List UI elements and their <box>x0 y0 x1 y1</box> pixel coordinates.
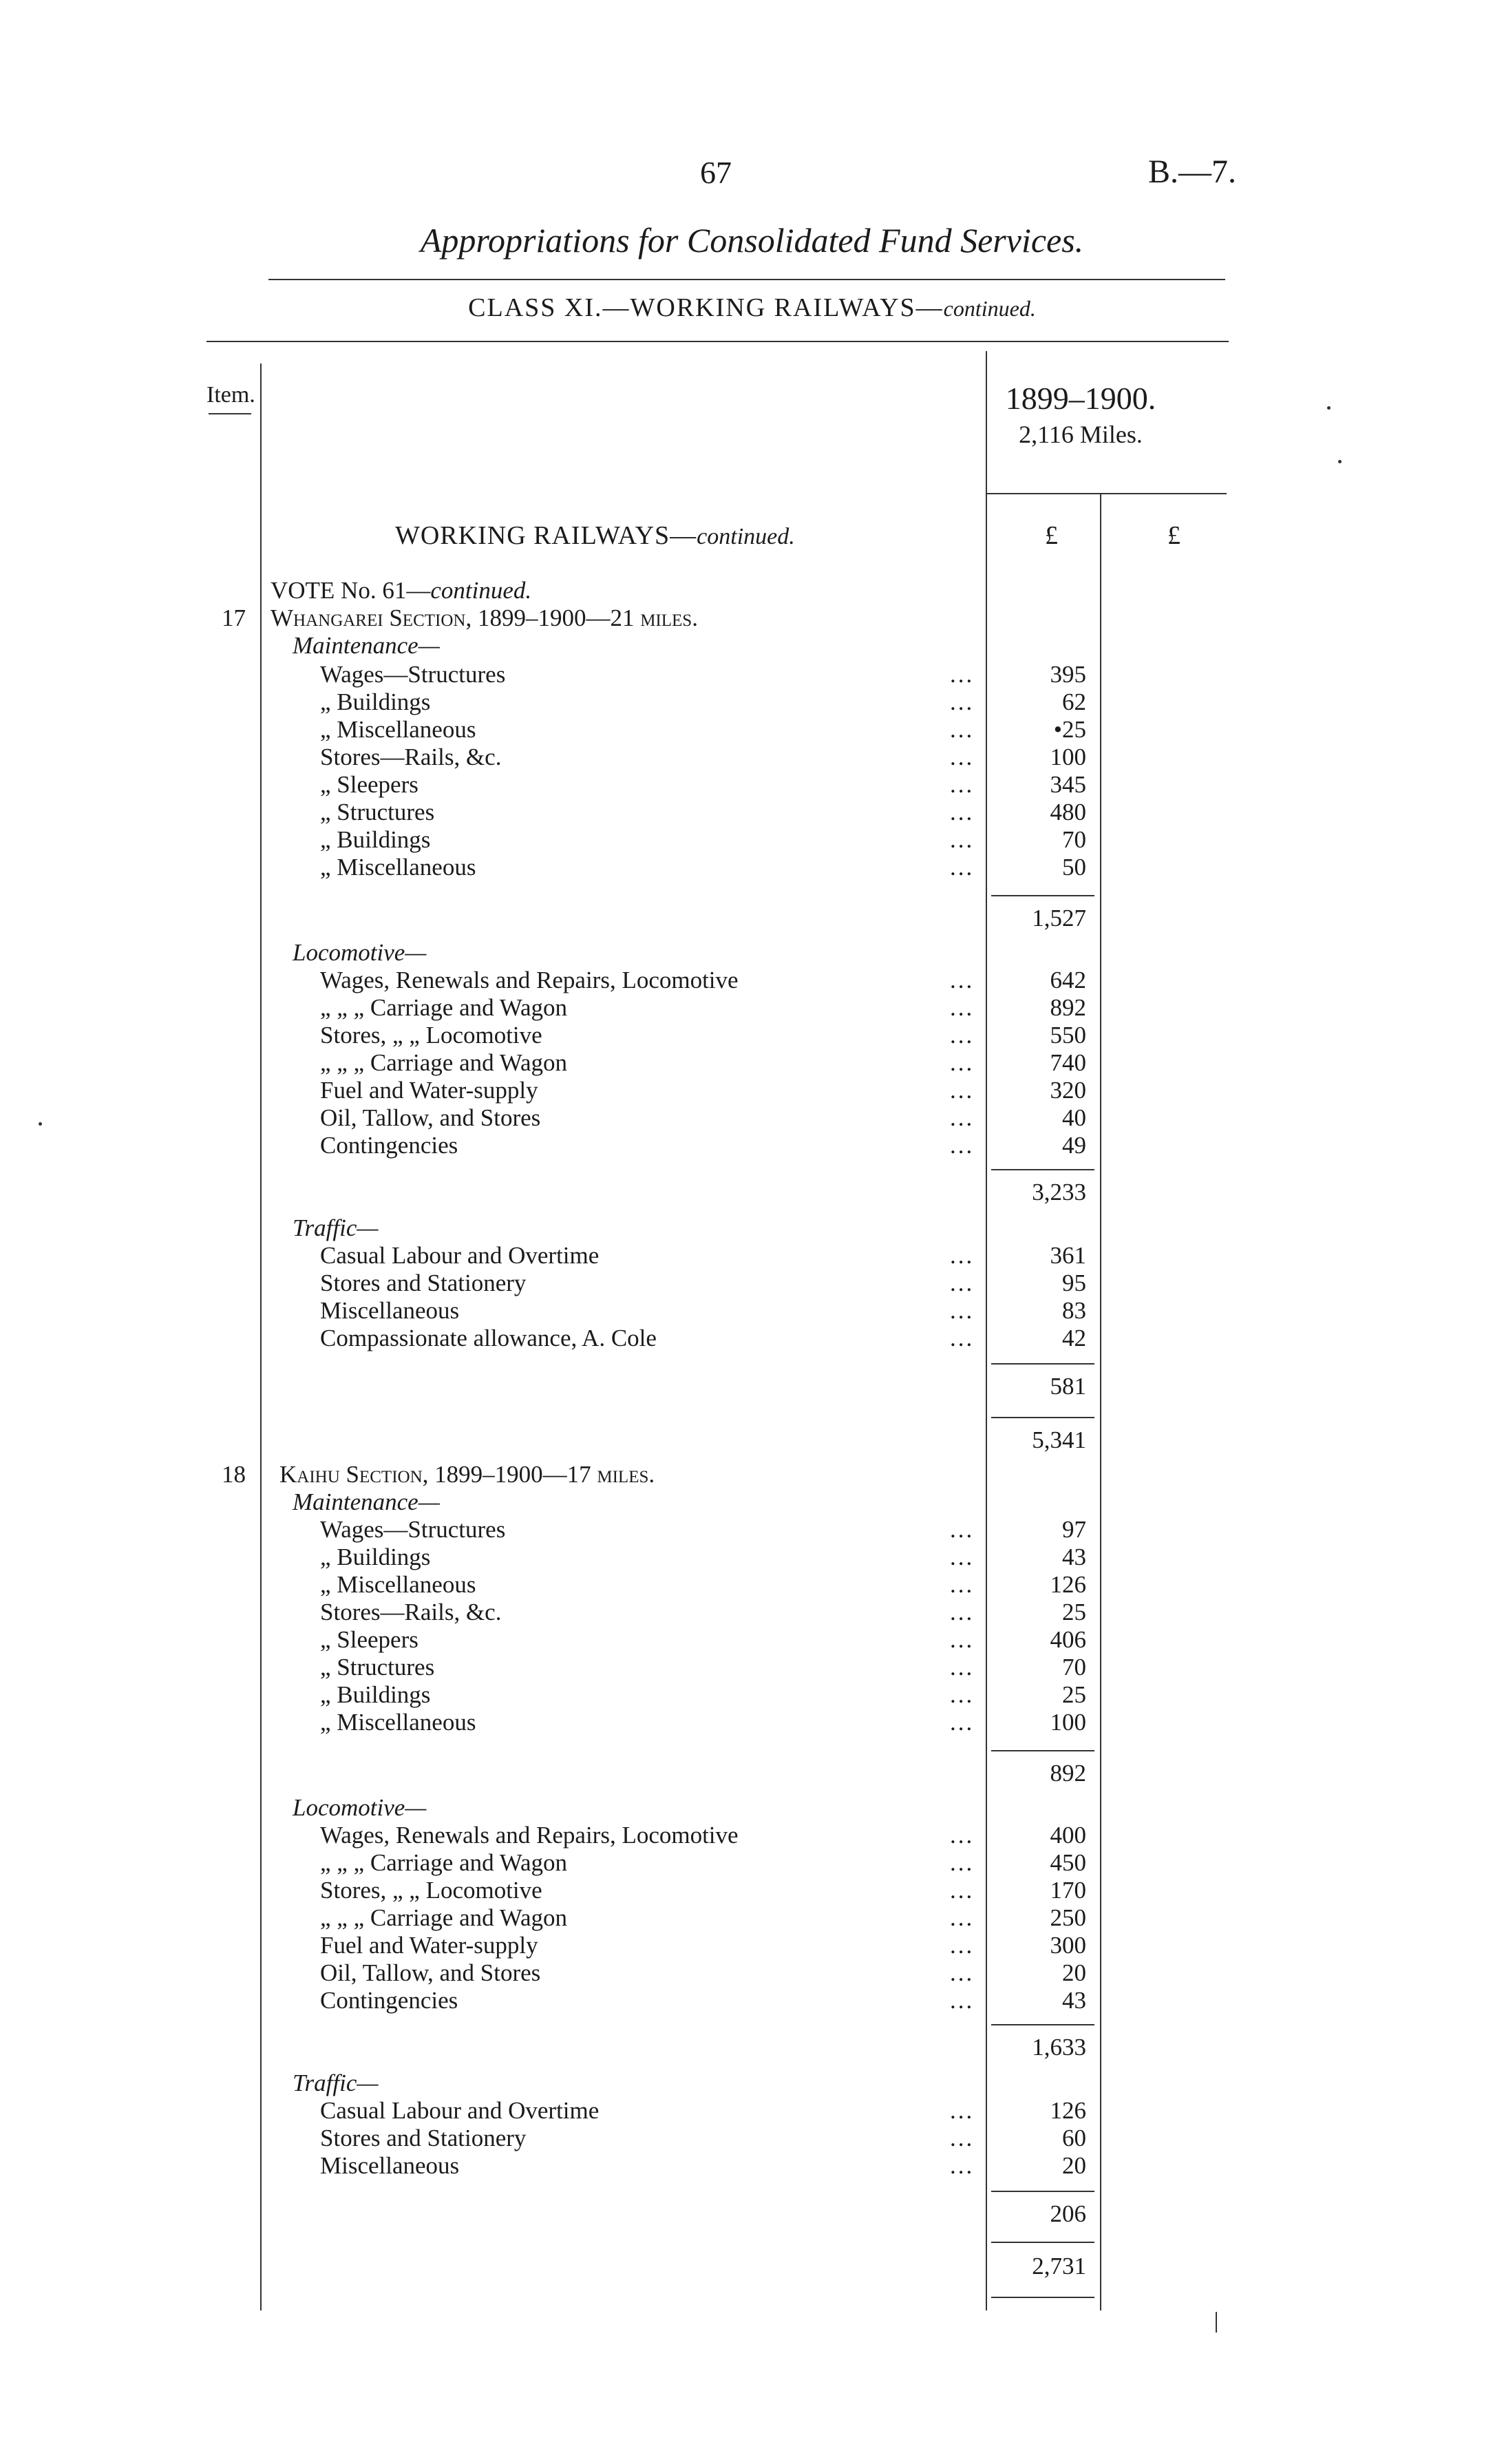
item18-locomotive-row-value: 250 <box>1050 1904 1086 1931</box>
item17-locomotive-row-label: Stores, „ „ Locomotive <box>320 1022 542 1049</box>
item18-maintenance-leader-dots: ... <box>950 1516 975 1543</box>
section-title <box>395 520 795 551</box>
item17-maintenance-row-label: „ Sleepers <box>320 771 419 798</box>
item-17-title: Whangarei Section, 1899–1900—21 miles. <box>271 604 698 631</box>
amount-column-divider <box>986 351 987 2310</box>
item18-maintenance-row-label: „ Buildings <box>320 1544 431 1570</box>
item17-locomotive-leader-dots: ... <box>950 1077 975 1104</box>
item17-maintenance-row-label: „ Structures <box>320 799 435 825</box>
page-number: 67 <box>700 155 732 190</box>
item18-maintenance-row-value: 25 <box>1062 1681 1086 1708</box>
item-header-underline <box>209 413 251 414</box>
item17-maintenance-leader-dots: ... <box>950 661 975 688</box>
item17-traffic-leader-dots: ... <box>950 1270 975 1296</box>
item-17-locomotive-heading: Locomotive— <box>293 939 427 966</box>
item18-maintenance-leader-dots: ... <box>950 1626 975 1653</box>
item18-maintenance-row-value: 126 <box>1050 1571 1086 1598</box>
scan-speck <box>39 1122 42 1126</box>
item17-traffic-leader-dots: ... <box>950 1242 975 1269</box>
item18-maintenance-leader-dots: ... <box>950 1571 975 1598</box>
item17-maintenance-leader-dots: ... <box>950 826 975 853</box>
item17-maintenance-leader-dots: ... <box>950 799 975 825</box>
item18-locomotive-leader-dots: ... <box>950 1904 975 1931</box>
item17-maintenance-row-value: 70 <box>1062 826 1086 853</box>
item17-locomotive-row-value: 740 <box>1050 1049 1086 1076</box>
item18-maintenance-subtotal: 892 <box>1050 1760 1086 1787</box>
item17-maintenance-row-value: 50 <box>1062 854 1086 881</box>
item17-traffic-leader-dots: ... <box>950 1297 975 1324</box>
item17-locomotive-row-value: 40 <box>1062 1104 1086 1131</box>
item17-maintenance-row-value: 345 <box>1050 771 1086 798</box>
item18-locomotive-row-value: 20 <box>1062 1959 1086 1986</box>
item17-locomotive-row-label: Wages, Renewals and Repairs, Locomotive <box>320 967 739 993</box>
rule-17t <box>991 1363 1094 1365</box>
item17-locomotive-leader-dots: ... <box>950 1104 975 1131</box>
item18-maintenance-row-label: Wages—Structures <box>320 1516 506 1543</box>
item17-maintenance-row-label: „ Buildings <box>320 688 431 715</box>
item18-locomotive-row-label: „ „ „ Carriage and Wagon <box>320 1904 568 1931</box>
item17-traffic-row-label: Stores and Stationery <box>320 1270 527 1296</box>
scan-speck <box>1327 406 1331 410</box>
item17-locomotive-leader-dots: ... <box>950 1022 975 1049</box>
item18-traffic-row-label: Miscellaneous <box>320 2152 460 2179</box>
item-17-traffic-heading: Traffic— <box>293 1214 379 1241</box>
rule-18-total-bottom <box>991 2297 1094 2298</box>
item18-locomotive-leader-dots: ... <box>950 1822 975 1849</box>
item18-maintenance-row-label: Stores—Rails, &c. <box>320 1599 502 1625</box>
scan-speck <box>1338 460 1342 463</box>
item17-locomotive-leader-dots: ... <box>950 1049 975 1076</box>
item17-traffic-row-value: 42 <box>1062 1325 1086 1351</box>
year-header-underline <box>986 493 1227 494</box>
item18-locomotive-subtotal: 1,633 <box>1032 2034 1086 2061</box>
item17-locomotive-row-label: „ „ „ Carriage and Wagon <box>320 994 568 1021</box>
item18-traffic-row-label: Casual Labour and Overtime <box>320 2097 600 2124</box>
item18-locomotive-row-label: „ „ „ Carriage and Wagon <box>320 1849 568 1876</box>
rule-17l <box>991 1169 1094 1170</box>
item17-locomotive-row-value: 49 <box>1062 1132 1086 1159</box>
item18-traffic-leader-dots: ... <box>950 2097 975 2124</box>
item17-maintenance-subtotal: 1,527 <box>1032 905 1086 931</box>
rule-18-total-top <box>991 2242 1094 2243</box>
item18-maintenance-row-label: „ Miscellaneous <box>320 1709 476 1736</box>
item-17-maintenance-heading: Maintenance— <box>293 632 440 659</box>
class-heading-suffix: continued. <box>943 296 1036 321</box>
item-18-locomotive-heading: Locomotive— <box>293 1794 427 1821</box>
rule-18t <box>991 2191 1094 2192</box>
item17-traffic-leader-dots: ... <box>950 1325 975 1351</box>
item17-locomotive-row-label: Oil, Tallow, and Stores <box>320 1104 541 1131</box>
rule-17m <box>991 895 1094 896</box>
item-18-maintenance-heading: Maintenance— <box>293 1488 440 1515</box>
item17-maintenance-row-value: •25 <box>1053 716 1086 743</box>
item17-traffic-row-label: Miscellaneous <box>320 1297 460 1324</box>
item17-locomotive-row-label: Contingencies <box>320 1132 458 1159</box>
class-heading <box>0 293 1504 323</box>
item18-maintenance-leader-dots: ... <box>950 1681 975 1708</box>
item18-maintenance-leader-dots: ... <box>950 1709 975 1736</box>
item18-locomotive-row-label: Stores, „ „ Locomotive <box>320 1877 542 1904</box>
item18-maintenance-row-value: 43 <box>1062 1544 1086 1570</box>
item18-maintenance-leader-dots: ... <box>950 1599 975 1625</box>
item18-locomotive-leader-dots: ... <box>950 1849 975 1876</box>
item18-locomotive-row-value: 400 <box>1050 1822 1086 1849</box>
item17-locomotive-row-label: „ „ „ Carriage and Wagon <box>320 1049 568 1076</box>
item-18-total: 2,731 <box>1032 2253 1086 2279</box>
item-number-18: 18 <box>222 1461 246 1488</box>
miles-header: 2,116 Miles. <box>1019 421 1143 448</box>
item18-locomotive-row-value: 43 <box>1062 1987 1086 2014</box>
item17-traffic-row-value: 361 <box>1050 1242 1086 1269</box>
item17-maintenance-row-value: 395 <box>1050 661 1086 688</box>
item17-locomotive-row-value: 550 <box>1050 1022 1086 1049</box>
vote-suffix: continued. <box>430 577 532 604</box>
item17-locomotive-subtotal: 3,233 <box>1032 1179 1086 1205</box>
item18-locomotive-row-label: Oil, Tallow, and Stores <box>320 1959 541 1986</box>
item17-maintenance-leader-dots: ... <box>950 744 975 770</box>
item17-maintenance-row-value: 100 <box>1050 744 1086 770</box>
item18-locomotive-row-value: 170 <box>1050 1877 1086 1904</box>
item-column-header: Item. <box>206 382 255 408</box>
item18-locomotive-row-label: Contingencies <box>320 1987 458 2014</box>
item17-traffic-row-label: Compassionate allowance, A. Cole <box>320 1325 657 1351</box>
vote-heading <box>271 577 531 604</box>
item18-locomotive-row-label: Wages, Renewals and Repairs, Locomotive <box>320 1822 739 1849</box>
item18-traffic-row-value: 126 <box>1050 2097 1086 2124</box>
item17-maintenance-row-label: „ Buildings <box>320 826 431 853</box>
item17-traffic-row-label: Casual Labour and Overtime <box>320 1242 600 1269</box>
item17-maintenance-row-label: „ Miscellaneous <box>320 716 476 743</box>
rule-18m <box>991 1750 1094 1751</box>
item-17-total: 5,341 <box>1032 1426 1086 1453</box>
vote-label: VOTE No. 61— <box>271 577 431 604</box>
item17-locomotive-leader-dots: ... <box>950 967 975 993</box>
item17-locomotive-row-value: 642 <box>1050 967 1086 993</box>
item18-maintenance-row-value: 406 <box>1050 1626 1086 1653</box>
item17-maintenance-leader-dots: ... <box>950 688 975 715</box>
item18-traffic-row-value: 20 <box>1062 2152 1086 2179</box>
item18-locomotive-row-label: Fuel and Water-supply <box>320 1932 538 1959</box>
item17-locomotive-leader-dots: ... <box>950 994 975 1021</box>
item17-traffic-subtotal: 581 <box>1050 1373 1086 1400</box>
item17-maintenance-row-value: 480 <box>1050 799 1086 825</box>
item18-locomotive-leader-dots: ... <box>950 1987 975 2014</box>
title-rule <box>268 279 1225 280</box>
item17-traffic-row-value: 95 <box>1062 1270 1086 1296</box>
item17-maintenance-row-value: 62 <box>1062 688 1086 715</box>
item17-locomotive-row-value: 892 <box>1050 994 1086 1021</box>
page-title: Appropriations for Consolidated Fund Services. <box>420 221 1084 260</box>
item17-maintenance-leader-dots: ... <box>950 771 975 798</box>
currency-label-items: £ <box>1045 521 1058 550</box>
item17-locomotive-row-value: 320 <box>1050 1077 1086 1104</box>
class-heading-text: CLASS XI.—WORKING RAILWAYS— <box>468 293 944 322</box>
item18-locomotive-leader-dots: ... <box>950 1877 975 1904</box>
item17-maintenance-leader-dots: ... <box>950 854 975 881</box>
scan-mark <box>1216 2312 1217 2333</box>
item18-maintenance-row-label: „ Miscellaneous <box>320 1571 476 1598</box>
item17-maintenance-row-label: „ Miscellaneous <box>320 854 476 881</box>
item18-locomotive-leader-dots: ... <box>950 1959 975 1986</box>
item17-locomotive-row-label: Fuel and Water-supply <box>320 1077 538 1104</box>
item18-maintenance-row-value: 100 <box>1050 1709 1086 1736</box>
item18-traffic-leader-dots: ... <box>950 2152 975 2179</box>
item-18-traffic-heading: Traffic— <box>293 2070 379 2096</box>
item-column-divider <box>260 364 262 2310</box>
item18-maintenance-leader-dots: ... <box>950 1654 975 1681</box>
item18-traffic-leader-dots: ... <box>950 2125 975 2151</box>
rule-17-total-top <box>991 1417 1094 1418</box>
section-title-suffix: continued. <box>697 524 795 549</box>
item18-maintenance-row-label: „ Buildings <box>320 1681 431 1708</box>
item18-traffic-row-value: 60 <box>1062 2125 1086 2151</box>
item18-maintenance-row-value: 25 <box>1062 1599 1086 1625</box>
rule-18l <box>991 2024 1094 2025</box>
item18-maintenance-row-label: „ Structures <box>320 1654 435 1681</box>
item18-maintenance-row-value: 70 <box>1062 1654 1086 1681</box>
item18-maintenance-row-value: 97 <box>1062 1516 1086 1543</box>
item18-traffic-subtotal: 206 <box>1050 2200 1086 2227</box>
currency-label-totals: £ <box>1167 521 1180 550</box>
item17-traffic-row-value: 83 <box>1062 1297 1086 1324</box>
section-title-text: WORKING RAILWAYS— <box>395 521 697 550</box>
item18-maintenance-row-label: „ Sleepers <box>320 1626 419 1653</box>
year-header: 1899–1900. <box>1005 381 1156 416</box>
item-number-17: 17 <box>222 604 246 631</box>
item17-maintenance-row-label: Wages—Structures <box>320 661 506 688</box>
class-heading-rule <box>206 341 1229 342</box>
item17-maintenance-leader-dots: ... <box>950 716 975 743</box>
item-18-title: Kaihu Section, 1899–1900—17 miles. <box>279 1461 655 1488</box>
item18-locomotive-row-value: 300 <box>1050 1932 1086 1959</box>
document-reference: B.—7. <box>1148 154 1237 190</box>
subtotal-column-divider <box>1100 493 1101 2310</box>
item17-maintenance-row-label: Stores—Rails, &c. <box>320 744 502 770</box>
item18-maintenance-leader-dots: ... <box>950 1544 975 1570</box>
item17-locomotive-leader-dots: ... <box>950 1132 975 1159</box>
item18-locomotive-row-value: 450 <box>1050 1849 1086 1876</box>
item18-traffic-row-label: Stores and Stationery <box>320 2125 527 2151</box>
item18-locomotive-leader-dots: ... <box>950 1932 975 1959</box>
